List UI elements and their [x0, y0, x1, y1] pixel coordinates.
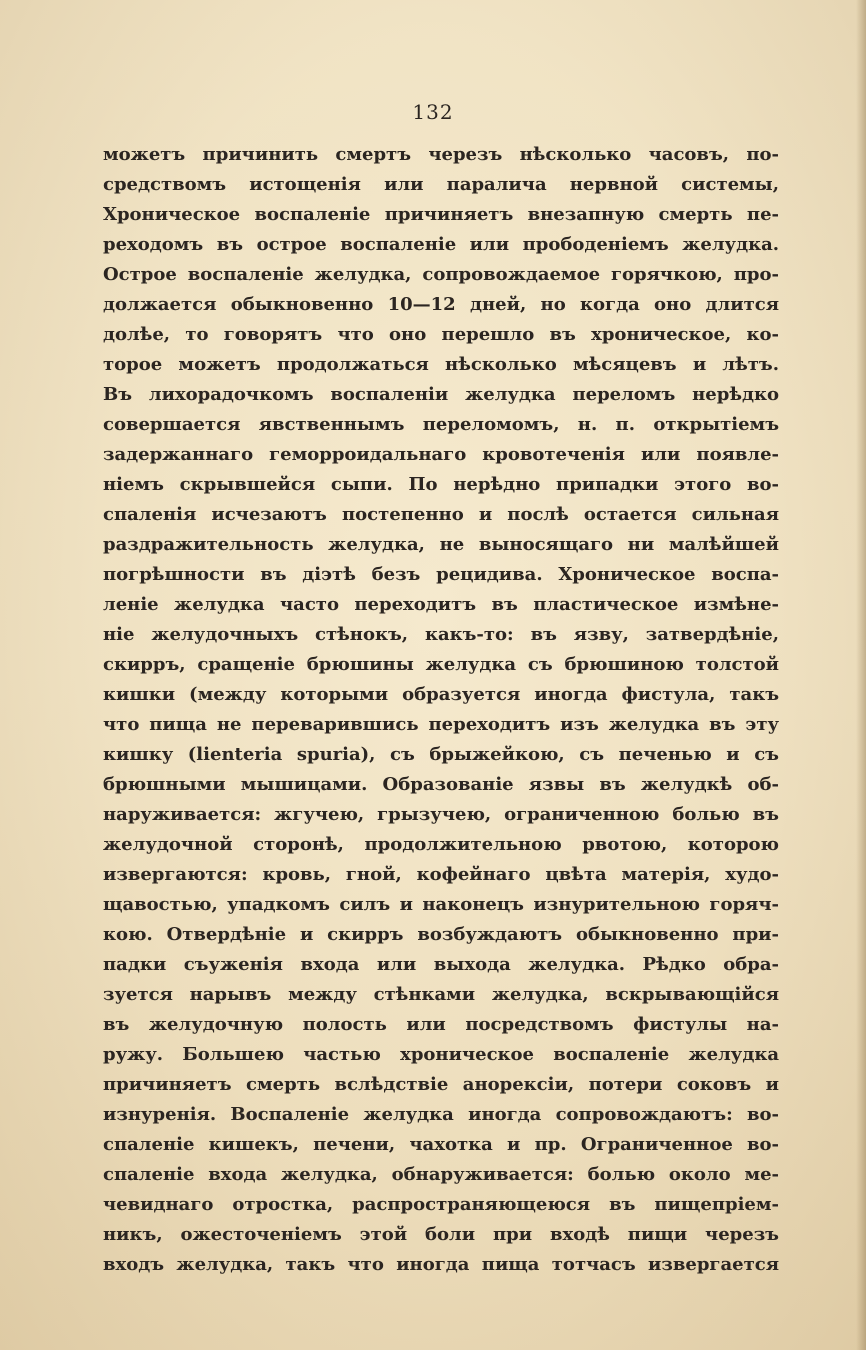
text-line: наруживается: жгучею, грызучею, ограниченною болью въ [103, 804, 779, 825]
text-line: Острое воспаленіе желудка, сопровождаемое горячкою, про- [103, 264, 779, 285]
text-line: желудочной сторонѣ, продолжительною рвотою, которою [103, 834, 779, 855]
text-line: зуется нарывъ между стѣнками желудка, вскрывающійся [103, 984, 779, 1005]
text-line: спаленія исчезаютъ постепенно и послѣ остается сильная [103, 504, 779, 525]
text-line: торое можетъ продолжаться нѣсколько мѣсяцевъ и лѣтъ. [103, 354, 779, 375]
text-line: леніе желудка часто переходитъ въ пластическое измѣне- [103, 594, 779, 615]
text-line: спаленіе входа желудка, обнаруживается: болью около ме- [103, 1164, 779, 1185]
text-line: реходомъ въ острое воспаленіе или прободеніемъ желудка. [103, 234, 779, 255]
text-line: скирръ, сращеніе брюшины желудка съ брюшиною толстой [103, 654, 779, 675]
text-line: брюшными мышицами. Образованіе язвы въ желудкѣ об- [103, 774, 779, 795]
text-line: щавостью, упадкомъ силъ и наконецъ изнурительною горяч- [103, 894, 779, 915]
page-edge-shadow [856, 0, 866, 1350]
text-line: ніемъ скрывшейся сыпи. По нерѣдно припадки этого во- [103, 474, 779, 495]
text-line: кишки (между которыми образуется иногда фистула, такъ [103, 684, 779, 705]
text-line: задержаннаго геморроидальнаго кровотеченія или появле- [103, 444, 779, 465]
text-line: ніе желудочныхъ стѣнокъ, какъ-то: въ язву, затвердѣніе, [103, 624, 779, 645]
text-line: извергаются: кровь, гной, кофейнаго цвѣта матерія, худо- [103, 864, 779, 885]
text-line: Въ лихорадочкомъ воспаленіи желудка переломъ нерѣдко [103, 384, 779, 405]
text-line: въ желудочную полость или посредствомъ фистулы на- [103, 1014, 779, 1035]
text-line: долѣе, то говорятъ что оно перешло въ хроническое, ко- [103, 324, 779, 345]
text-line: должается обыкновенно 10—12 дней, но когда оно длится [103, 294, 779, 315]
text-line: кою. Отвердѣніе и скирръ возбуждаютъ обыкновенно при- [103, 924, 779, 945]
text-line: никъ, ожесточеніемъ этой боли при входѣ пищи черезъ [103, 1224, 779, 1245]
text-line: спаленіе кишекъ, печени, чахотка и пр. Ограниченное во- [103, 1134, 779, 1155]
text-line: падки съуженія входа или выхода желудка. Рѣдко обра- [103, 954, 779, 975]
text-line: можетъ причинить смертъ черезъ нѣсколько часовъ, по- [103, 144, 779, 165]
text-line: погрѣшности въ діэтѣ безъ рецидива. Хроническое воспа- [103, 564, 779, 585]
text-line: Хроническое воспаленіе причиняетъ внезапную смерть пе- [103, 204, 779, 225]
body-text [103, 140, 779, 1280]
text-line: что пища не переварившись переходитъ изъ желудка въ эту [103, 714, 779, 735]
text-line: средствомъ истощенія или паралича нервной системы, [103, 174, 779, 195]
text-line: раздражительность желудка, не выносящаго ни малѣйшей [103, 534, 779, 555]
text-line: причиняетъ смерть вслѣдствіе анорексіи, потери соковъ и [103, 1074, 779, 1095]
text-line: чевиднаго отростка, распространяющеюся въ пищепріем- [103, 1194, 779, 1215]
text-line: входъ желудка, такъ что иногда пища тотчасъ извергается [103, 1254, 779, 1275]
text-line: кишку (lienteria spuria), съ брыжейкою, съ печенью и съ [103, 744, 779, 765]
text-line: ружу. Большею частью хроническое воспаленіе желудка [103, 1044, 779, 1065]
text-line: изнуренія. Воспаленіе желудка иногда сопровождаютъ: во- [103, 1104, 779, 1125]
text-line: совершается явственнымъ переломомъ, н. п. открытіемъ [103, 414, 779, 435]
page-number: 132 [412, 100, 454, 124]
